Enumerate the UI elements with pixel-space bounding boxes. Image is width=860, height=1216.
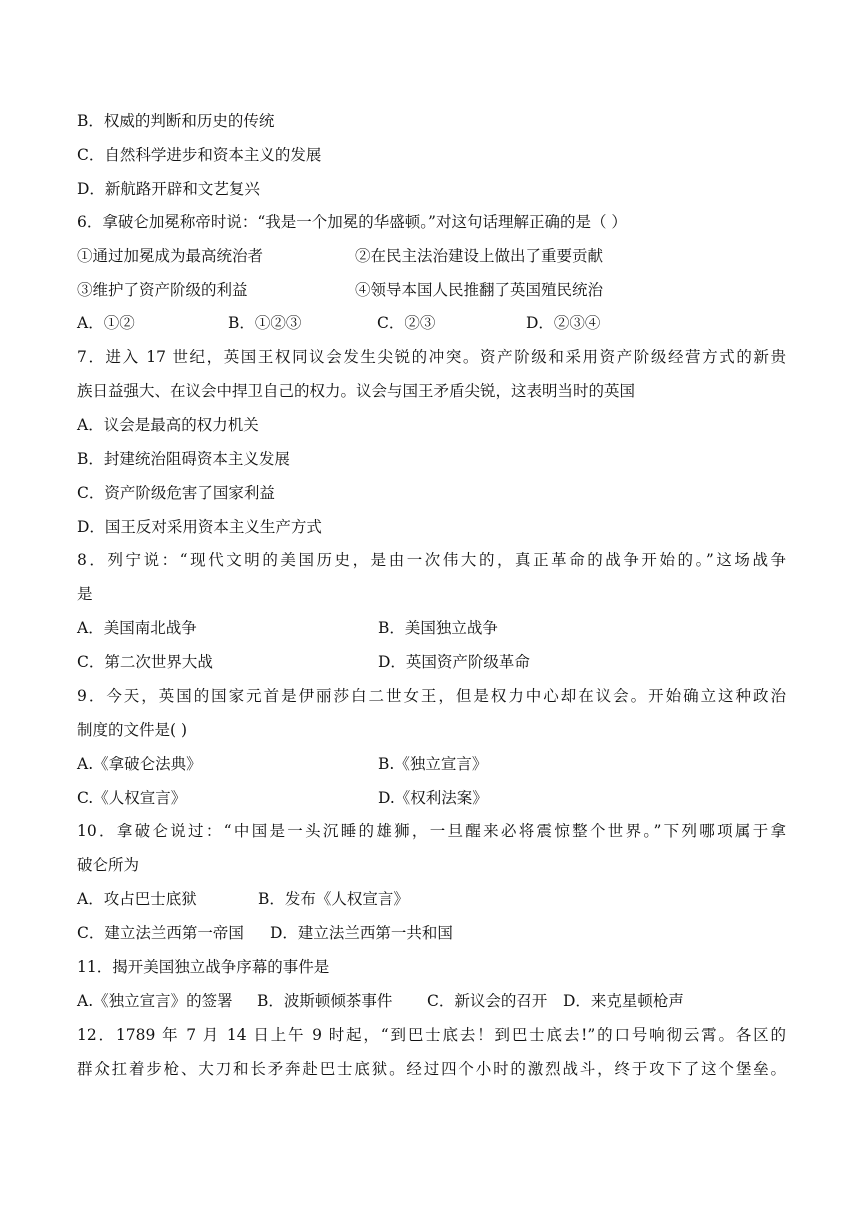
q9-option-a: A.《拿破仑法典》	[77, 755, 202, 773]
q6-option-b: B．①②③	[228, 314, 302, 332]
q6-option-a: A．①②	[77, 314, 135, 332]
q8-options-row-2	[77, 652, 786, 672]
q6-stem: 6．拿破仑加冕称帝时说：“我是一个加冕的华盛顿。”对这句话理解正确的是（ ）	[77, 213, 627, 231]
q7-option-c: C．资产阶级危害了国家利益	[77, 484, 275, 502]
q8-stem-line-2: 是	[77, 585, 93, 603]
q9-stem-line-1: 9．今天，英国的国家元首是伊丽莎白二世女王，但是权力中心却在议会。开始确立这种政治	[77, 687, 786, 705]
q11-option-a: A.《独立宣言》的签署	[77, 992, 233, 1010]
q11-option-b: B．波斯顿倾茶事件	[257, 992, 393, 1010]
q8-options-row-1	[77, 618, 786, 638]
q8-option-c: C．第二次世界大战	[77, 653, 213, 671]
q7-option-d: D．国王反对采用资本主义生产方式	[77, 518, 322, 536]
q5-option-b: B．权威的判断和历史的传统	[77, 112, 275, 130]
q10-options-row-2	[77, 923, 786, 943]
q9-options-row-1	[77, 754, 786, 774]
q6-option-c: C．②③	[377, 314, 436, 332]
q9-option-b: B.《独立宣言》	[378, 755, 488, 773]
q12-stem-line-1: 12．1789 年 7 月 14 日上午 9 时起，“到巴士底去！到巴士底去!”的口号响彻云霄。各区的	[77, 1026, 786, 1044]
q6-statements-row-2	[77, 280, 786, 300]
q9-stem-line-2: 制度的文件是( )	[77, 721, 188, 739]
q7-stem-line-2: 族日益强大、在议会中捍卫自己的权力。议会与国王矛盾尖锐，这表明当时的英国	[77, 382, 636, 400]
q6-statement-3: ③维护了资产阶级的利益	[77, 281, 248, 299]
q8-option-d: D．英国资产阶级革命	[378, 653, 530, 671]
q11-stem: 11．揭开美国独立战争序幕的事件是	[77, 958, 330, 976]
q9-options-row-2	[77, 788, 786, 808]
q10-stem-line-2: 破仑所为	[77, 856, 140, 874]
q12-stem-line-2: 群众扛着步枪、大刀和长矛奔赴巴士底狱。经过四个小时的激烈战斗，终于攻下了这个堡垒。	[77, 1060, 786, 1078]
q7-stem-line-1: 7．进入 17 世纪，英国王权同议会发生尖锐的冲突。资产阶级和采用资产阶级经营方式的新贵	[77, 348, 786, 366]
q9-option-d: D.《权利法案》	[378, 789, 488, 807]
q9-option-c: C.《人权宣言》	[77, 789, 187, 807]
q10-option-c: C．建立法兰西第一帝国	[77, 924, 244, 942]
q11-options-row	[77, 991, 786, 1011]
q10-option-a: A．攻占巴士底狱	[77, 890, 197, 908]
q7-option-b: B．封建统治阻碍资本主义发展	[77, 450, 290, 468]
q6-statement-4: ④领导本国人民推翻了英国殖民统治	[355, 281, 604, 299]
q8-stem-line-1: 8．列宁说：“现代文明的美国历史，是由一次伟大的，真正革命的战争开始的。”这场战争	[77, 551, 786, 569]
q8-option-b: B．美国独立战争	[378, 619, 498, 637]
q5-option-c: C．自然科学进步和资本主义的发展	[77, 146, 322, 164]
q6-option-d: D．②③④	[526, 314, 601, 332]
q10-stem-line-1: 10．拿破仑说过：“中国是一头沉睡的雄狮，一旦醒来必将震惊整个世界。”下列哪项属于拿	[77, 822, 786, 840]
q10-option-b: B．发布《人权宣言》	[258, 890, 409, 908]
q6-statement-1: ①通过加冕成为最高统治者	[77, 247, 264, 265]
q7-option-a: A．议会是最高的权力机关	[77, 416, 259, 434]
q6-options-row	[77, 313, 786, 333]
q11-option-c: C．新议会的召开	[427, 992, 548, 1010]
q6-statements-row-1	[77, 246, 786, 266]
q8-option-a: A．美国南北战争	[77, 619, 197, 637]
q6-statement-2: ②在民主法治建设上做出了重要贡献	[355, 247, 604, 265]
q10-option-d: D．建立法兰西第一共和国	[270, 924, 453, 942]
q10-options-row-1	[77, 889, 786, 909]
q11-option-d: D．来克星顿枪声	[563, 992, 684, 1010]
q5-option-d: D．新航路开辟和文艺复兴	[77, 180, 260, 198]
